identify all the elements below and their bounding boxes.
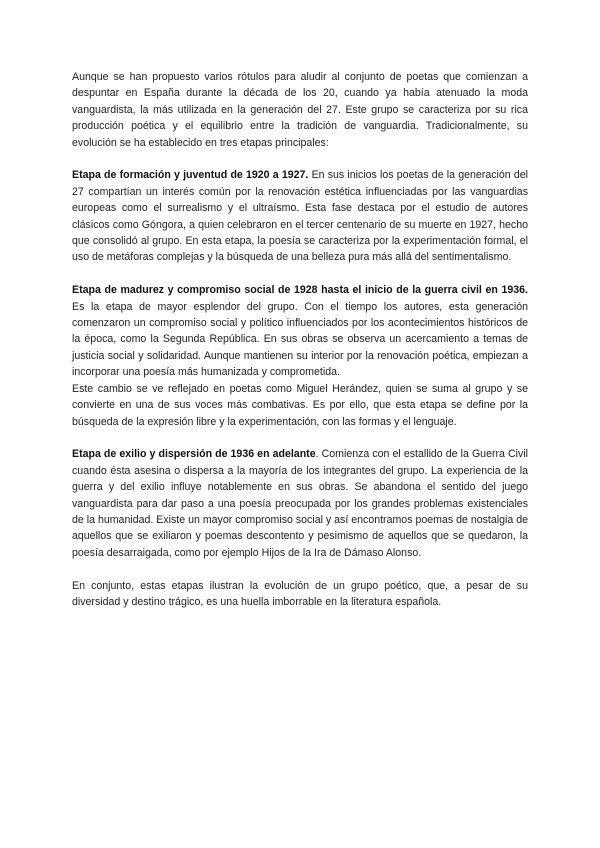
document-body [72,69,528,627]
stage-2-paragraph [72,282,528,380]
conclusion-paragraph: En conjunto, estas etapas ilustran la evolución de un grupo poético, que, a pesar de su diversidad y destino trágico, es una huella imborrable en la literatura española. [72,579,528,608]
stage-3-heading: Etapa de exilio y dispersión de 1936 en adelante [72,448,316,461]
stage-1-heading: Etapa de formación y juventud de 1920 a 1927. [72,169,309,182]
stage-1-text: En sus inicios los poetas de la generación del 27 compartían un interés común por la renovación estética influenciadas por las vanguardias europeas como el surrealismo y el ultraísmo. Esta fase destaca por el estudio de autores clásicos como Góngora, a quien celebraron en el tercer centenario de su muerte en 1927, hecho que consolidó al grupo. En esta etapa, la poesía se caracteriza por la experimentación formal, el uso de metáforas complejas y la búsqueda de una belleza pura más allá del sentimentalismo. [72,169,528,264]
intro-paragraph: Aunque se han propuesto varios rótulos para aludir al conjunto de poetas que comienzan a despuntar en España durante la década de los 20, cuando ya había atenuado la moda vanguardista, la más utilizada en la generación del 27. Este grupo se caracteriza por su rica producción poética y el equilibrio entre la tradición de vanguardia. Tradicionalmente, su evolución se ha establecido en tres etapas principales: [72,71,528,149]
stage-2-heading: Etapa de madurez y compromiso social de 1928 hasta el inicio de la guerra civil en 1936. [72,284,528,297]
stage-2-continuation: Este cambio se ve reflejado en poetas como Miguel Herández, quien se suma al grupo y se convierte en una de sus voces más combativas. Es por ello, que esta etapa se define por la búsqueda de la expresión libre y la experimentación, con las formas y el lenguaje. [72,382,528,428]
stage-3-paragraph [72,446,528,561]
stage-3-text: . Comienza con el estallido de la Guerra Civil cuando ésta asesina o dispersa a la mayoría de los integrantes del grupo. La experiencia de la guerra y del exilio influye notablemente en sus obras. Se abandona el sentido del juego vanguardista para dar paso a una poesía preocupada por los grandes problemas existenciales de la humanidad. Existe un mayor compromiso social y así encontramos poemas de nostalgia de aquellos que se exiliaron y poemas descontento y pesimismo de aquellos que se quedaron, la poesía desarraigada, como por ejemplo Hijos de la Ira de Dámaso Alonso. [72,448,528,559]
stage-1-paragraph [72,167,528,265]
stage-2-text: Es la etapa de mayor esplendor del grupo. Con el tiempo los autores, esta generación comenzaron un compromiso social y político influenciados por los acontecimientos históricos de la época, como la Segunda República. En sus obras se observa un acercamiento a temas de justicia social y solidaridad. Aunque mantienen su interior por la renovación poética, empiezan a incorporar una poesía más humanizada y comprometida. [72,300,528,379]
